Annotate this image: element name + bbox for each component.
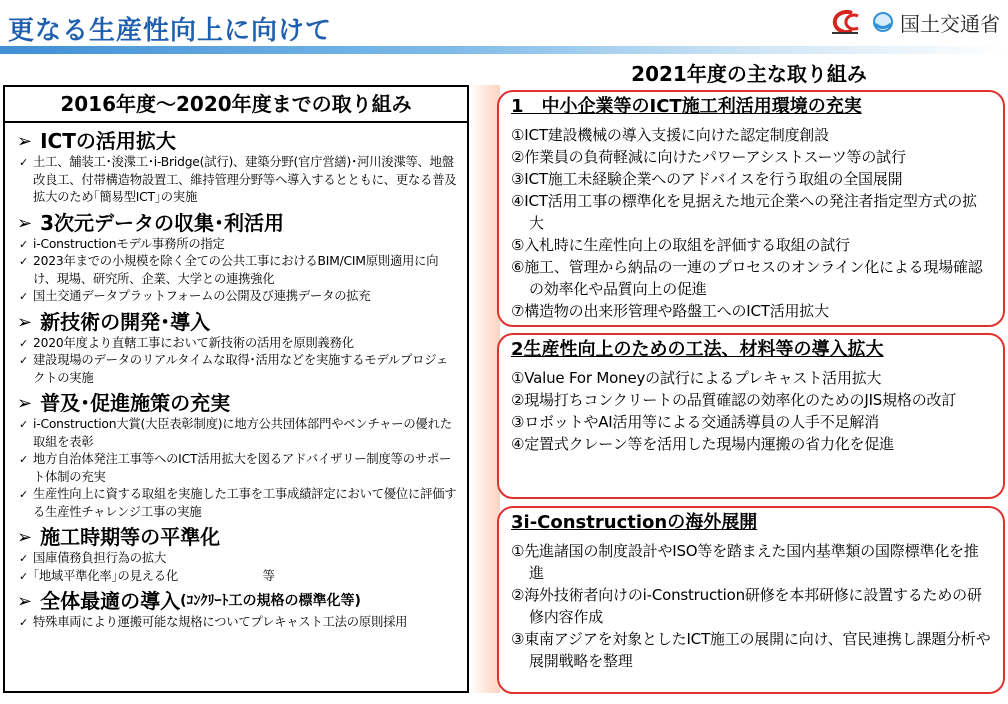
- initiative-title: 3i-Constructionの海外展開: [511, 512, 758, 533]
- past-initiatives-panel: [3, 85, 469, 693]
- list-item: ③ロボットやAI活用等による交通誘導員の人手不足解消: [511, 413, 879, 431]
- list-item: ④定置式クレーン等を活用した現場内運搬の省力化を促進: [511, 435, 894, 453]
- list-item: ④ICT活用工事の標準化を見据えた地元企業への発注者指定型方式の拡大: [511, 192, 977, 232]
- list-item: ①先進諸国の制度設計やISO等を踏まえた国内基準類の国際標準化を推進: [511, 542, 979, 582]
- list-item: ✓ 2023年までの小規模を除く全ての公共工事におけるBIM/CIM原則適用に向け、現場、研究所、企業、大学との連携強化: [17, 253, 457, 288]
- arrow-right-icon: ➢: [17, 393, 33, 414]
- title-underline: [0, 46, 1008, 54]
- section-title: ➢ 普及･促進施策の充実: [17, 391, 231, 415]
- list-item: ③ICT施工未経験企業へのアドバイスを行う取組の全国展開: [511, 170, 903, 188]
- list-item: ✓ 2020年度より直轄工事において新技術の活用を原則義務化: [17, 335, 457, 353]
- i-construction-logo-icon: [822, 9, 866, 35]
- section-3d-data: [5, 211, 467, 306]
- page-title: 更なる生産性向上に向けて: [8, 16, 333, 46]
- section-ict-expansion: [5, 129, 467, 207]
- mlit-emblem-icon: [872, 11, 894, 33]
- header-logos: [822, 8, 1000, 36]
- current-initiatives-heading: 2021年度の主な取り組み: [631, 62, 867, 86]
- section-title: ➢ 全体最適の導入 (ｺﾝｸﾘｰﾄ工の規格の標準化等): [17, 589, 361, 613]
- initiative-box-sme-ict: [497, 90, 1005, 327]
- list-item: ✓ 土工、舗装工･浚渫工･i-Bridge(試行)、建築分野(官庁営繕)･河川浚渫等、地盤改良工、付帯構造物設置工、維持管理分野等へ導入するとともに、更なる普及拡大のため｢簡易型ICT｣の実施: [17, 154, 457, 207]
- list-item: ①ICT建設機械の導入支援に向けた認定制度創設: [511, 126, 829, 144]
- list-item: ✓ 国庫債務負担行為の拡大: [17, 550, 457, 568]
- initiative-title: 2生産性向上のための工法、材料等の導入拡大: [511, 339, 884, 360]
- section-promotion: [5, 391, 467, 521]
- mlit-logo-text: 国土交通省: [900, 11, 1000, 36]
- arrow-right-icon: ➢: [17, 311, 33, 333]
- section-total-optimization: [5, 589, 467, 632]
- arrow-right-icon: ➢: [17, 212, 33, 234]
- initiative-title: 1 中小企業等のICT施工利活用環境の充実: [511, 96, 862, 117]
- transition-arrow-band: [470, 85, 500, 693]
- arrow-right-icon: ➢: [17, 527, 33, 548]
- list-item: ②現場打ちコンクリートの品質確認の効率化のためのJIS規格の改訂: [511, 391, 957, 409]
- section-leveling: [5, 525, 467, 585]
- section-title: ➢ 施工時期等の平準化: [17, 525, 221, 549]
- list-item: ⑤入札時に生産性向上の取組を評価する取組の試行: [511, 236, 850, 254]
- list-item: ③東南アジアを対象としたICT施工の展開に向け、官民連携し課題分析や展開戦略を整理: [511, 630, 991, 670]
- section-new-technology: [5, 310, 467, 388]
- section-title-note: (ｺﾝｸﾘｰﾄ工の規格の標準化等): [180, 593, 361, 609]
- list-item: ✓ 特殊車両により運搬可能な規格についてプレキャスト工法の原則採用: [17, 614, 457, 632]
- list-item: ②作業員の負荷軽減に向けたパワーアシストスーツ等の試行: [511, 148, 906, 166]
- arrow-right-icon: ➢: [17, 591, 33, 612]
- list-item: ⑥施工、管理から納品の一連のプロセスのオンライン化による現場確認の効率化や品質向上の促進: [511, 258, 983, 298]
- list-item: ✓ ｢地域平準化率｣の見える化 等: [17, 568, 457, 586]
- initiative-box-overseas: [497, 506, 1005, 694]
- section-title: ➢ 3次元データの収集･利活用: [17, 210, 285, 235]
- list-item: ✓ 地方自治体発注工事等へのICT活用拡大を図るアドバイザリー制度等のサポート体制の充実: [17, 451, 457, 486]
- list-item: ✓ 生産性向上に資する取組を実施した工事を工事成績評定において優位に評価する生産性チャレンジ工事の実施: [17, 486, 457, 521]
- arrow-right-icon: ➢: [17, 131, 33, 152]
- section-title: ➢ ICTの活用拡大: [17, 129, 176, 153]
- section-title: ➢ 新技術の開発･導入: [17, 309, 211, 334]
- past-initiatives-heading: 2016年度～2020年度までの取り組み: [5, 87, 467, 123]
- list-item: ✓ 国土交通データプラットフォームの公開及び連携データの拡充: [17, 288, 457, 306]
- list-item: ✓ 建設現場のデータのリアルタイムな取得･活用などを実施するモデルプロジェクトの実施: [17, 352, 457, 387]
- list-item: ✓ i-Construction大賞(大臣表彰制度)に地方公共団体部門やベンチャーの優れた取組を表彰: [17, 416, 457, 451]
- list-item: ①Value For Moneyの試行によるプレキャスト活用拡大: [511, 369, 882, 387]
- initiative-box-methods-materials: [497, 333, 1005, 499]
- list-item: ✓ i-Constructionモデル事務所の指定: [17, 236, 457, 254]
- list-item: ②海外技術者向けのi-Construction研修を本邦研修に設置するための研修内容作成: [511, 586, 982, 626]
- list-item: ⑦構造物の出来形管理や路盤工へのICT活用拡大: [511, 302, 829, 320]
